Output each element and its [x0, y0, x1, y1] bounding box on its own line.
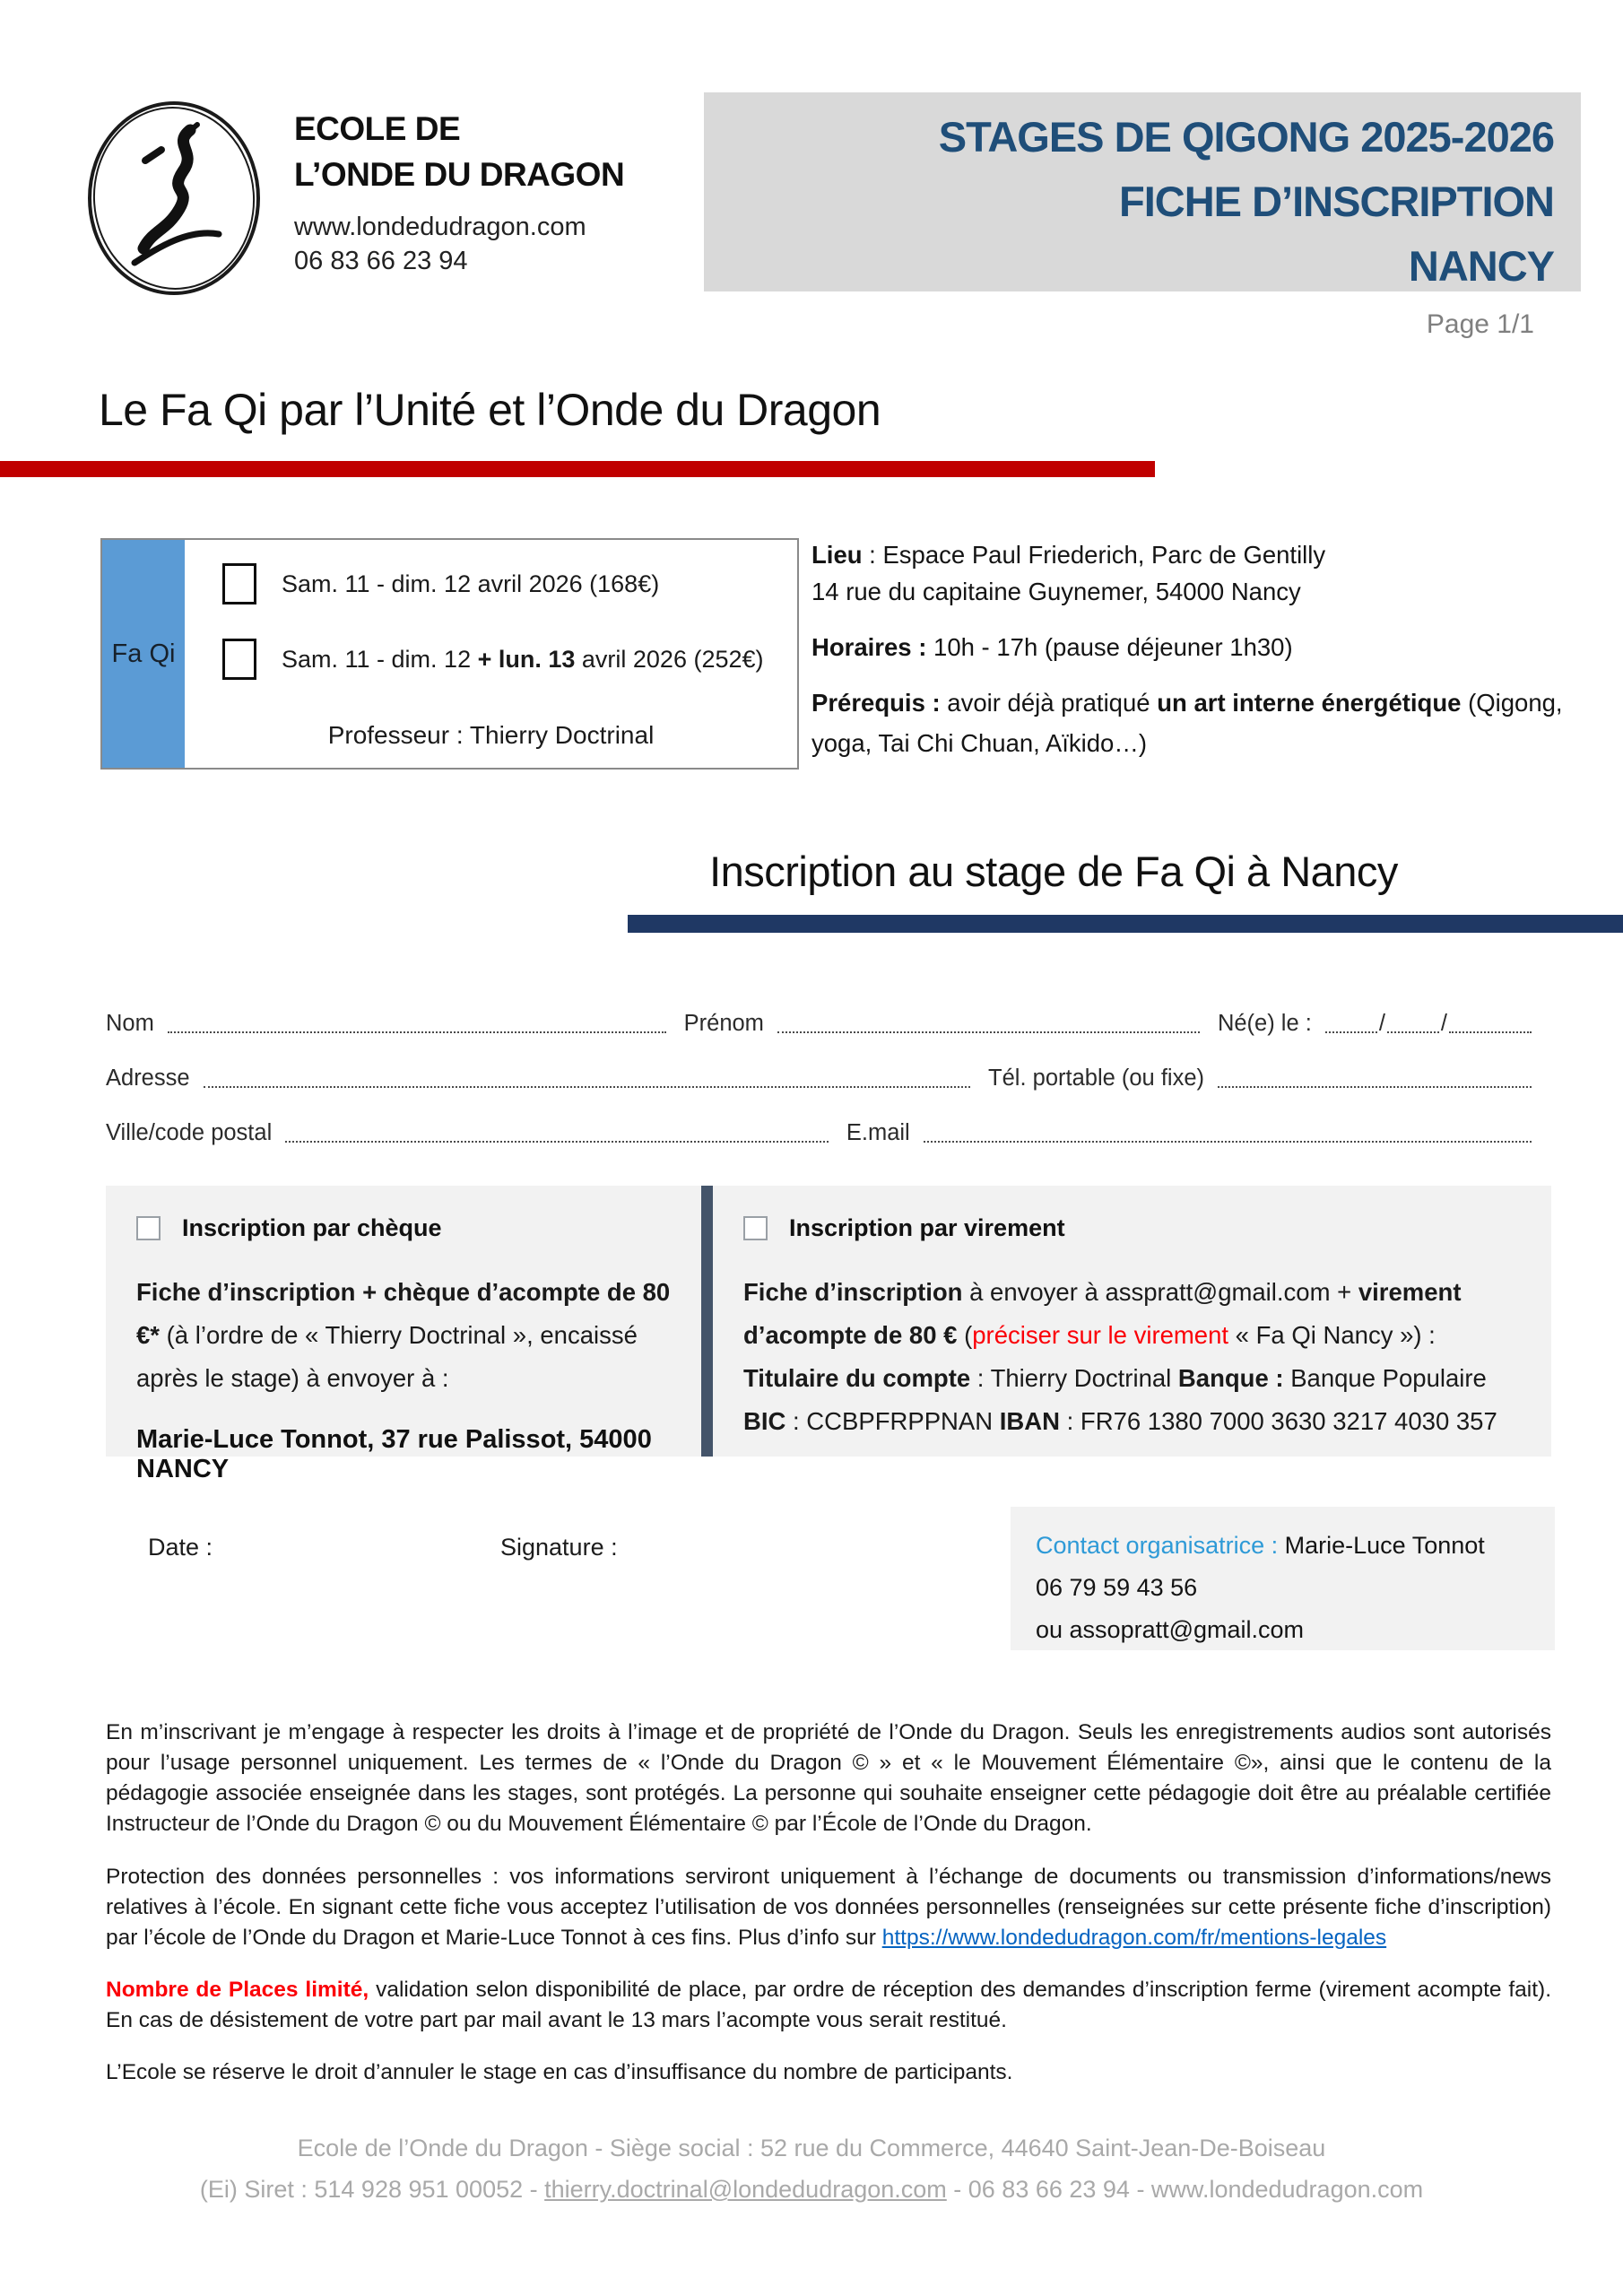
page-title: Le Fa Qi par l’Unité et l’Onde du Dragon	[99, 385, 881, 435]
footer-contact-line[interactable]: (Ei) Siret : 514 928 951 00052 - thierry.doctrinal@londedudragon.com - 06 83 66 23 94 - www.londedudragon.com	[199, 2176, 1424, 2203]
virement-box	[713, 1186, 1551, 1457]
ville-label: Ville/code postal	[106, 1120, 273, 1145]
lieu-line2: 14 rue du capitaine Guynemer, 54000 Nancy	[812, 578, 1301, 605]
birth-month-input-line[interactable]	[1387, 1008, 1439, 1033]
contact-email[interactable]: ou assopratt@gmail.com	[1036, 1616, 1305, 1643]
birth-year-input-line[interactable]	[1449, 1008, 1532, 1033]
org-name-line1: ECOLE DE	[294, 110, 461, 147]
birth-day-input-line[interactable]	[1325, 1008, 1377, 1033]
prerequis-line: Prérequis : avoir déjà pratiqué un art interne énergétique (Qigong, yoga, Tai Chi Chuan, Aïkido…)	[812, 689, 1563, 757]
stage-option-1-checkbox[interactable]	[222, 563, 256, 604]
stage-option-2-checkbox[interactable]	[222, 639, 256, 680]
contact-box	[1011, 1507, 1555, 1650]
date-label: Date :	[148, 1534, 213, 1561]
section-title: Inscription au stage de Fa Qi à Nancy	[709, 848, 1398, 895]
legal-text	[106, 1718, 1551, 2088]
red-divider-bar	[0, 461, 1155, 477]
legal-paragraph-rights: En m’inscrivant je m’engage à respecter les droits à l’image et de propriété de l’Onde du Dragon. Seuls les enregistrements audios sont autorisés pour l’usage personnel uniquement. Les termes de « l’Onde du Dragon © » et « le Mouvement Élémentaire ©», ainsi que le contenu de la pédagogie associée enseignée dans les stages, sont protégés. La personne qui souhaite enseigner cette pédagogie doit être au préalable certifiée Instructeur de l’Onde du Dragon © ou du Mouvement Élémentaire © par l’École de l’Onde du Dragon.	[106, 1720, 1551, 1836]
payment-divider	[701, 1186, 713, 1457]
org-website[interactable]: www.londedudragon.com	[294, 213, 586, 241]
birthdate-label: Né(e) le :	[1217, 1011, 1312, 1036]
dragon-logo-icon	[82, 94, 266, 302]
stage-option-2-label: Sam. 11 - dim. 12 + lun. 13 avril 2026 (252€)	[282, 645, 764, 673]
cheque-mailing-address: Marie-Luce Tonnot, 37 rue Palissot, 54000 NANCY	[136, 1425, 652, 1483]
stage-options	[185, 540, 797, 768]
cheque-checkbox[interactable]	[136, 1216, 161, 1240]
nom-label: Nom	[106, 1011, 154, 1036]
prenom-input-line[interactable]	[777, 1008, 1200, 1033]
personal-info-form	[106, 1006, 1532, 1170]
email-label: E.mail	[846, 1120, 910, 1145]
prenom-label: Prénom	[683, 1011, 764, 1036]
stage-table	[100, 538, 799, 770]
stage-row-label: Fa Qi	[102, 540, 185, 768]
cheque-header	[136, 1214, 671, 1242]
lieu-line: Lieu : Espace Paul Friederich, Parc de Gentilly	[812, 541, 1326, 569]
form-row-3	[106, 1116, 1532, 1148]
cheque-box	[106, 1186, 701, 1483]
nom-input-line[interactable]	[168, 1008, 666, 1033]
tel-label: Tél. portable (ou fixe)	[988, 1065, 1204, 1091]
legal-paragraph-cancellation: L’Ecole se réserve le droit d’annuler le stage en cas d’insuffisance du nombre de participants.	[106, 2060, 1013, 2084]
birth-separator-1: /	[1378, 1011, 1385, 1036]
org-name-line2: L’ONDE DU DRAGON	[294, 156, 625, 193]
stage-option-1	[222, 563, 797, 604]
adresse-label: Adresse	[106, 1065, 190, 1091]
footer	[0, 2127, 1623, 2210]
org-phone: 06 83 66 23 94	[294, 247, 468, 275]
virement-instructions: Fiche d’inscription à envoyer à asspratt@gmail.com + virement d’acompte de 80 € (préciser sur le virement « Fa Qi Nancy ») : Titulaire du compte : Thierry Doctrinal Banque : Banque Populaire BIC : CCBPFRPPNAN IBAN : FR76 1380 7000 3630 3217 4030 357	[743, 1278, 1497, 1435]
signature-label: Signature :	[500, 1534, 618, 1561]
cheque-instructions: Fiche d’inscription + chèque d’acompte de 80 €* (à l’ordre de « Thierry Doctrinal », encaissé après le stage) à envoyer à :	[136, 1278, 671, 1392]
stage-option-1-label: Sam. 11 - dim. 12 avril 2026 (168€)	[282, 570, 660, 597]
virement-title: Inscription par virement	[789, 1214, 1065, 1241]
banner-line2: FICHE D’INSCRIPTION	[1119, 178, 1554, 225]
legal-paragraph-places: Nombre de Places limité, validation selon disponibilité de place, par ordre de réception des demandes d’inscription ferme (virement acompte fait). En cas de désistement de votre part par mail avant le 13 mars l’acompte vous serait restitué.	[106, 1978, 1552, 2032]
adresse-input-line[interactable]	[204, 1063, 971, 1088]
contact-phone: 06 79 59 43 56	[1036, 1574, 1198, 1601]
banner	[704, 92, 1581, 291]
legal-paragraph-privacy[interactable]: Protection des données personnelles : vos informations serviront uniquement à l’échange de documents ou transmission d’informations/news relatives à l’école. En signant cette fiche vous acceptez l’utilisation de vos données personnelles (renseignées sur cette présente fiche d’inscription) par l’école de l’Onde du Dragon et Marie-Luce Tonnot à ces fins. Plus d’info sur https://www.londedudragon.com/fr/mentions-legales	[106, 1865, 1551, 1950]
ville-input-line[interactable]	[285, 1118, 829, 1143]
org-identity	[294, 106, 624, 278]
footer-address-line: Ecole de l’Onde du Dragon - Siège social : 52 rue du Commerce, 44640 Saint-Jean-De-Boiseau	[297, 2135, 1326, 2161]
email-input-line[interactable]	[924, 1118, 1532, 1143]
stage-info	[812, 536, 1575, 763]
form-row-2	[106, 1061, 1532, 1093]
horaires-line: Horaires : 10h - 17h (pause déjeuner 1h30)	[812, 633, 1293, 661]
form-row-1	[106, 1006, 1532, 1039]
stage-option-2	[222, 639, 797, 680]
cheque-title: Inscription par chèque	[182, 1214, 442, 1241]
professor-line: Professeur : Thierry Doctrinal	[327, 721, 655, 749]
virement-header	[743, 1214, 1521, 1242]
navy-divider-bar	[628, 915, 1623, 933]
page-number: Page 1/1	[1426, 309, 1534, 339]
payment-options	[106, 1186, 1551, 1483]
contact-name-line: Contact organisatrice : Marie-Luce Tonnot	[1036, 1532, 1485, 1559]
banner-line1: STAGES DE QIGONG 2025-2026	[938, 113, 1554, 161]
birth-separator-2: /	[1440, 1011, 1447, 1036]
tel-input-line[interactable]	[1218, 1063, 1532, 1088]
banner-line3: NANCY	[1408, 242, 1554, 290]
virement-checkbox[interactable]	[743, 1216, 768, 1240]
